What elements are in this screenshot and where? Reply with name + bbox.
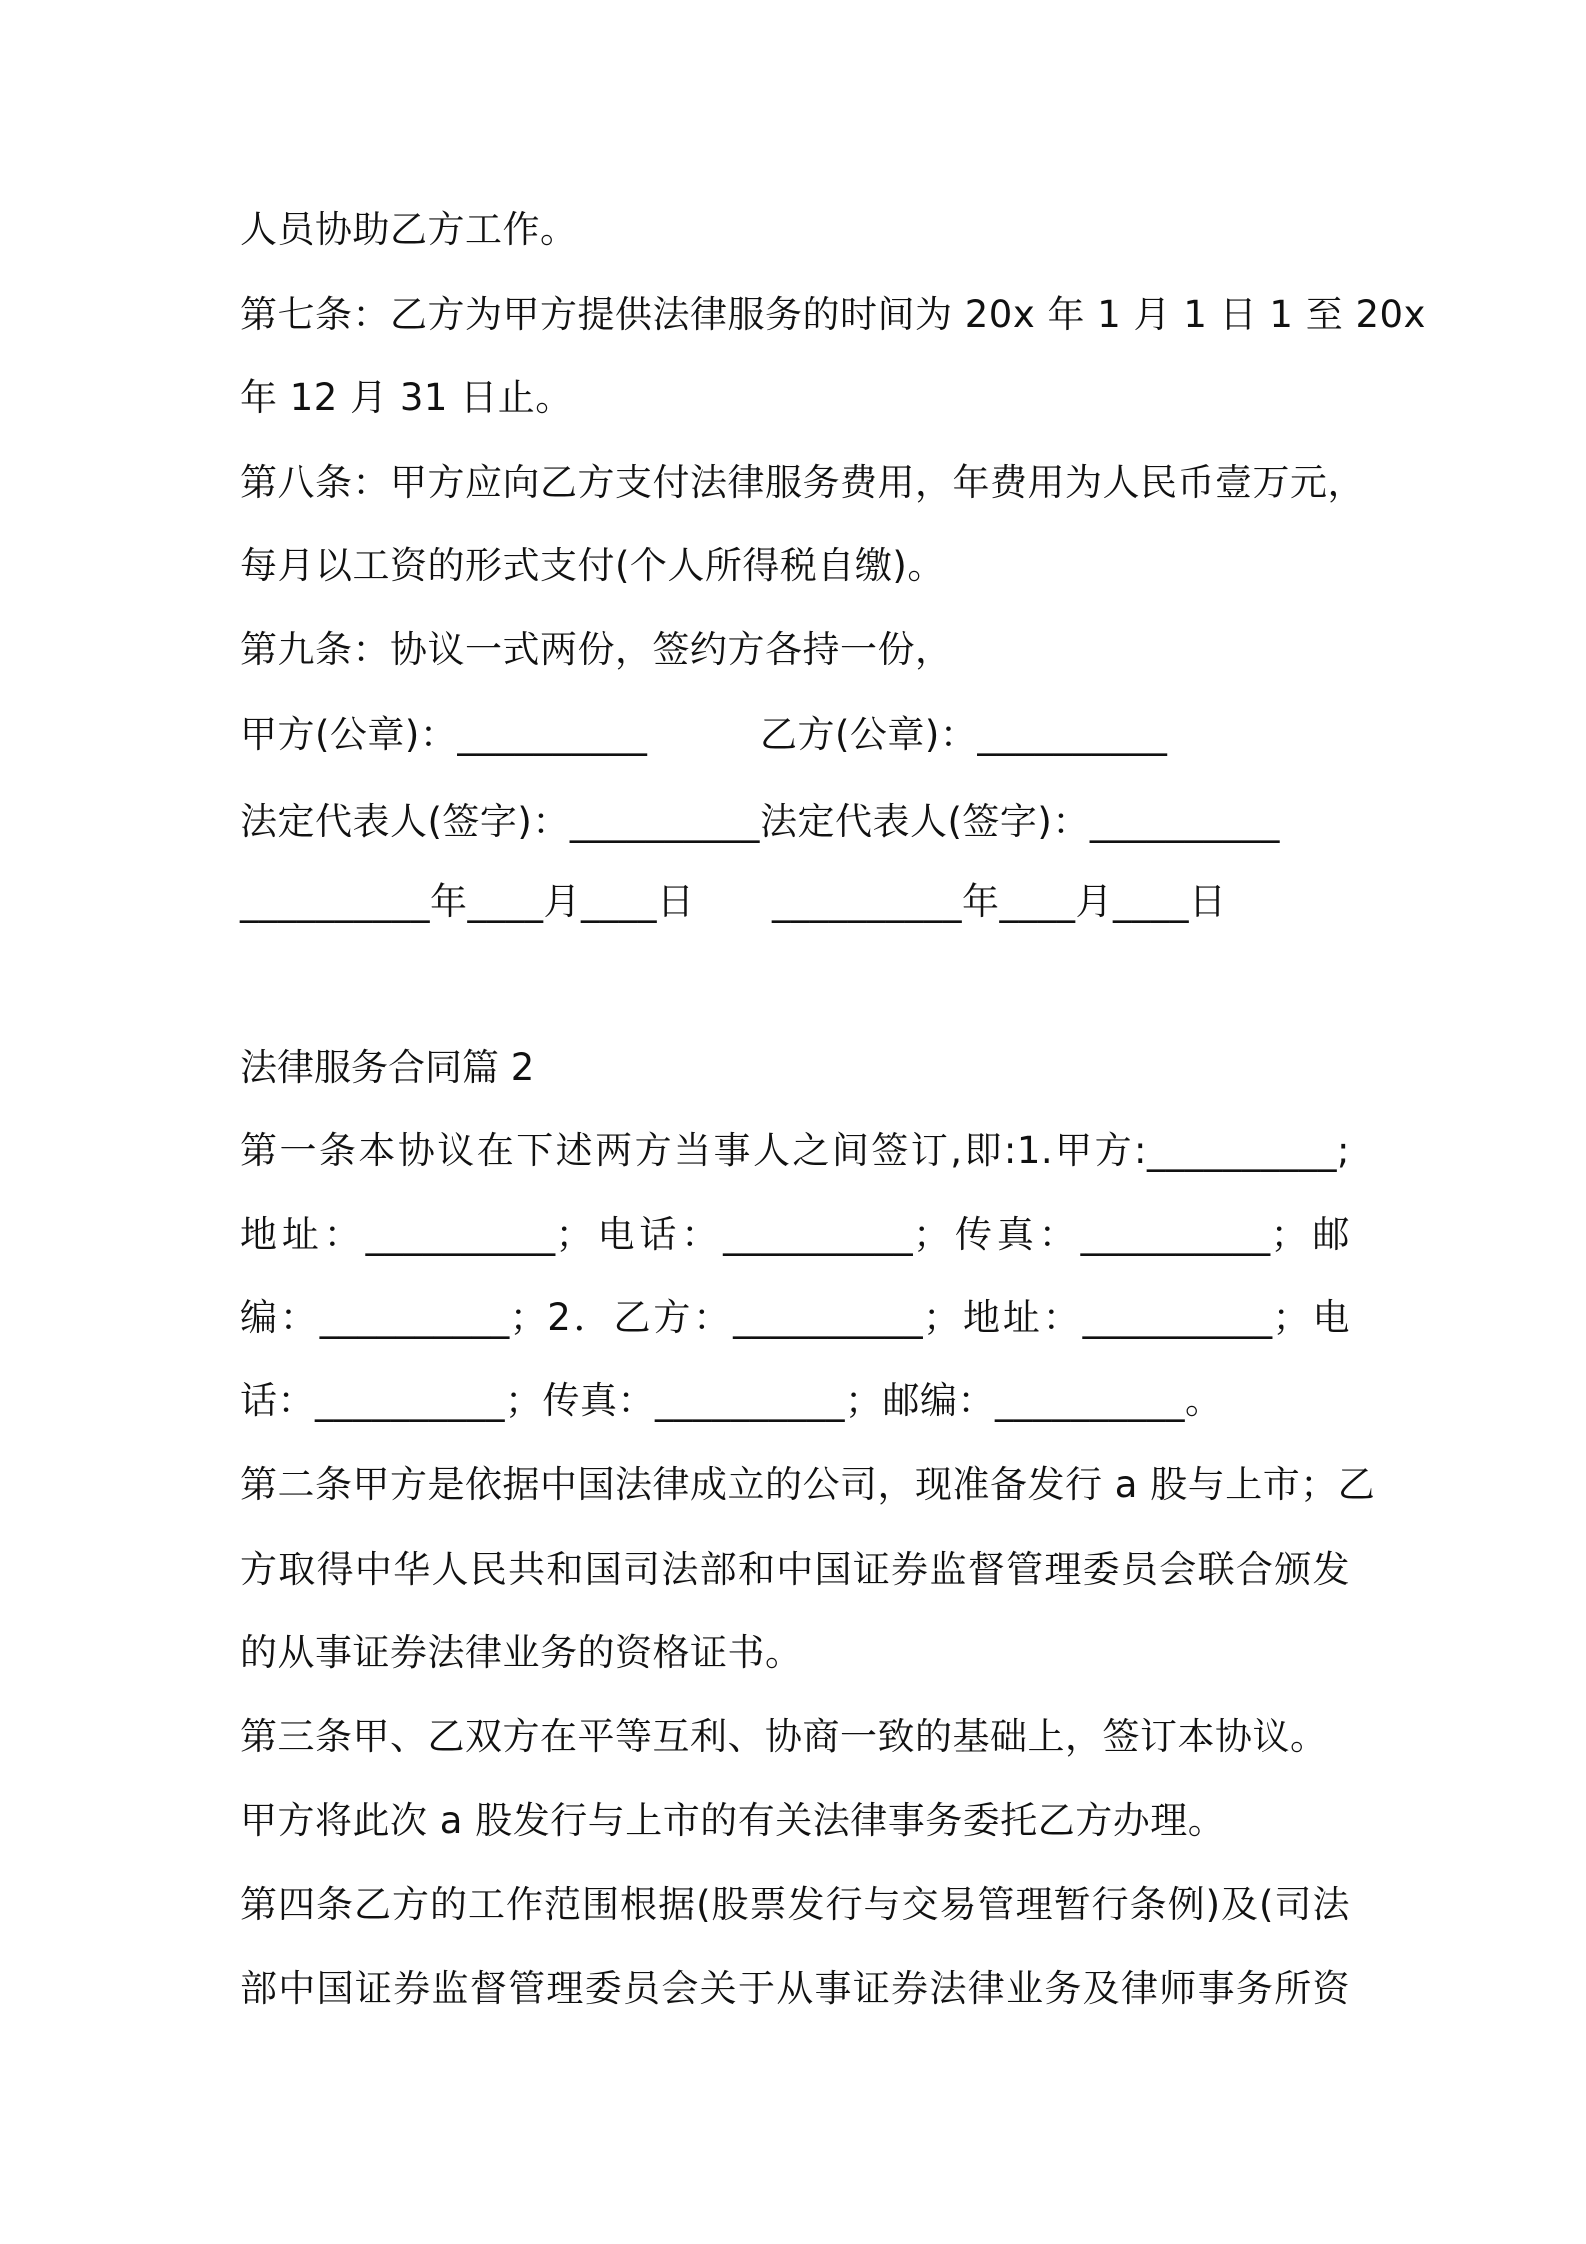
article-9-line: 第九条：协议一式两份，签约方各持一份，	[240, 628, 953, 671]
article-8-line: 第八条：甲方应向乙方支付法律服务费用，年费用为人民币壹万元，	[240, 461, 1365, 504]
date-b-field: __________年____月____日	[772, 880, 1227, 923]
article-3-line: 第三条甲、乙双方在平等互利、协商一致的基础上，签订本协议。	[240, 1715, 1328, 1758]
paragraph-line: 人员协助乙方工作。	[240, 208, 578, 251]
article-7-end-line: 年 12 月 31 日止。	[240, 376, 573, 419]
article-3-end-line: 甲方将此次 a 股发行与上市的有关法律事务委托乙方办理。	[240, 1799, 1226, 1842]
article-1-address-line: 地址：__________；电话：__________；传真：__________；邮	[240, 1213, 1350, 1256]
section-title: 法律服务合同篇 2	[240, 1046, 535, 1089]
date-a-field: __________年____月____日	[240, 880, 695, 923]
legal-rep-b-field: 法定代表人(签字)：__________	[760, 800, 1280, 843]
article-4-line: 第四条乙方的工作范围根据(股票发行与交易管理暂行条例)及(司法	[240, 1883, 1350, 1926]
article-1-end-line: 话：__________；传真：__________；邮编：__________。	[240, 1379, 1223, 1422]
article-1-line: 第一条本协议在下述两方当事人之间签订,即:1.甲方:__________;	[240, 1129, 1350, 1172]
article-2-line: 第二条甲方是依据中国法律成立的公司，现准备发行 a 股与上市；乙	[240, 1463, 1376, 1506]
article-7-line: 第七条：乙方为甲方提供法律服务的时间为 20x 年 1 月 1 日 1 至 20x	[240, 293, 1426, 336]
legal-rep-a-field: 法定代表人(签字)：__________	[240, 800, 760, 843]
article-2-end-line: 的从事证券法律业务的资格证书。	[240, 1631, 803, 1674]
article-2-cont-line: 方取得中华人民共和国司法部和中国证券监督管理委员会联合颁发	[240, 1548, 1350, 1591]
article-4-cont-line: 部中国证券监督管理委员会关于从事证券法律业务及律师事务所资	[240, 1967, 1350, 2010]
article-8-end-line: 每月以工资的形式支付(个人所得税自缴)。	[240, 544, 945, 587]
article-1-party-b-line: 编：__________；2．乙方：__________；地址：__________；电	[240, 1296, 1350, 1339]
party-b-seal-field: 乙方(公章)：__________	[760, 713, 1168, 756]
party-a-seal-field: 甲方(公章)：__________	[240, 713, 648, 756]
